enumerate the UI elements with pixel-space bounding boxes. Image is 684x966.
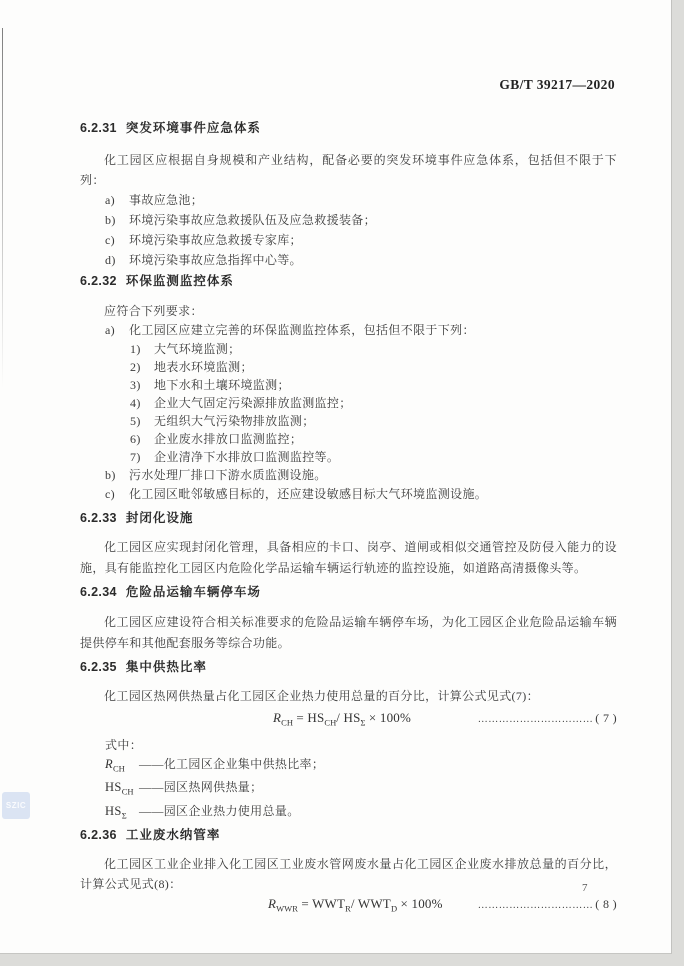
list-label: a) — [105, 193, 116, 207]
sublist-item — [130, 412, 617, 430]
formula-8-expression — [268, 894, 443, 919]
symbol-description: ——园区热网供热量； — [139, 780, 263, 795]
paragraph-6-2-36-intro: 化工园区工业企业排入化工园区工业废水管网废水量占化工园区企业废水排放总量的百分比，计算公式见式(8)： — [80, 857, 617, 892]
symbol-var: HS — [105, 803, 122, 818]
list-label: 7) — [130, 450, 141, 464]
page-number: 7 — [582, 882, 588, 894]
formula-subscript: WWR — [276, 903, 298, 914]
list-item — [105, 466, 617, 485]
section-id: 6.2.35 — [80, 660, 117, 674]
list-text: 无组织大气污染物排放监测； — [154, 414, 315, 428]
list-text: 事故应急池； — [129, 193, 204, 207]
list-item — [105, 230, 617, 250]
list-label: 1) — [130, 342, 141, 356]
formula-var: R — [273, 710, 282, 725]
paragraph-6-2-33: 化工园区应实现封闭化管理，具备相应的卡口、岗亭、道闸或相似交通管控及防侵入能力的设施，具有能监控化工园区内危险化学品运输车辆运行轨迹的监控设施，如道路高清摄像头等。 — [80, 540, 617, 575]
formula-subscript: Σ — [360, 717, 366, 728]
list-text: 环境污染事故应急救援队伍及应急救援装备； — [129, 213, 377, 227]
scan-edge-line — [2, 28, 3, 388]
formula-7 — [80, 708, 617, 733]
list-label: 6) — [130, 432, 141, 446]
list-text: 企业清净下水排放口监测监控等。 — [154, 450, 340, 464]
symbol — [105, 802, 139, 826]
watermark-badge — [2, 792, 30, 819]
symbol-subscript: CH — [113, 763, 125, 774]
sublist-item — [130, 340, 617, 358]
formula-subscript: D — [390, 903, 398, 914]
section-title: 集中供热比率 — [125, 660, 207, 674]
section-heading-6-2-34 — [80, 585, 617, 599]
list-item — [105, 250, 617, 270]
section-id: 6.2.34 — [80, 585, 117, 599]
section-title: 封闭化设施 — [125, 511, 194, 525]
list-text: 污水处理厂排口下游水质监测设施。 — [129, 468, 327, 482]
section-id: 6.2.33 — [80, 511, 117, 525]
section-id: 6.2.36 — [80, 828, 117, 843]
leader-dots: …………………………… — [477, 900, 594, 912]
symbol-subscript: Σ — [121, 810, 127, 821]
section-title: 环保监测监控体系 — [125, 274, 234, 288]
list-text: 大气环境监测； — [154, 342, 241, 356]
where-label: 式中： — [105, 737, 143, 752]
list-text: 环境污染事故应急救援专家库； — [129, 233, 302, 247]
list-text: 化工园区应建立完善的环保监测监控体系，包括但不限于下列： — [129, 323, 475, 337]
formula-var: R — [268, 896, 277, 912]
list-label: b) — [105, 213, 116, 227]
symbol-subscript: CH — [121, 786, 134, 797]
sublist-item — [130, 448, 617, 466]
sublist-item — [130, 430, 617, 448]
formula-subscript: R — [345, 903, 351, 914]
formula-part: / WWT — [350, 896, 391, 912]
paragraph-6-2-34: 化工园区应建设符合相关标准要求的危险品运输车辆停车场，为化工园区企业危险品运输车辆提供停车和其他配套服务等综合功能。 — [80, 615, 617, 650]
page-content — [80, 0, 617, 919]
paragraph-6-2-31-intro: 化工园区应根据自身规模和产业结构，配备必要的突发环境事件应急体系，包括但不限于下列： — [80, 153, 617, 187]
list-label: b) — [105, 468, 116, 482]
list-item — [105, 485, 617, 504]
list-item — [105, 210, 617, 230]
section-heading-6-2-36 — [80, 828, 617, 842]
section-heading-6-2-35 — [80, 660, 617, 674]
list-item — [105, 321, 617, 340]
equation-reference — [478, 708, 617, 730]
symbol-description: ——化工园区企业集中供热比率； — [139, 756, 325, 771]
formula-8 — [80, 894, 617, 919]
section-title: 危险品运输车辆停车场 — [125, 585, 261, 599]
list-text: 企业废水排放口监测监控； — [154, 432, 303, 446]
section-title: 突发环境事件应急体系 — [125, 121, 261, 135]
formula-part: × 100% — [365, 710, 412, 725]
list-text: 地表水环境监测； — [154, 360, 253, 374]
section-heading-6-2-33 — [80, 511, 617, 525]
symbol-var: HS — [105, 780, 122, 795]
formula-part: = WWT — [297, 896, 346, 912]
paragraph-6-2-35-intro: 化工园区热网供热量占化工园区企业热力使用总量的百分比，计算公式见式(7)： — [104, 689, 539, 703]
symbol-definition — [105, 755, 617, 779]
leader-dots: …………………………… — [477, 714, 594, 725]
formula-part: × 100% — [397, 896, 443, 912]
formula-7-expression — [273, 708, 411, 733]
list-item — [105, 190, 617, 210]
formula-subscript: CH — [324, 717, 337, 728]
list-text: 地下水和土壤环境监测； — [154, 378, 290, 392]
list-label: c) — [105, 233, 116, 247]
list-text: 环境污染事故应急指挥中心等。 — [129, 253, 302, 267]
list-label: a) — [105, 323, 116, 337]
list-label: 5) — [130, 414, 141, 428]
equation-number: ( 7 ) — [595, 711, 617, 725]
list-text: 化工园区毗邻敏感目标的，还应建设敏感目标大气环境监测设施。 — [129, 487, 488, 501]
sublist-item — [130, 394, 617, 412]
section-id: 6.2.32 — [80, 274, 117, 288]
formula-subscript: CH — [281, 717, 293, 728]
section-title: 工业废水纳管率 — [125, 828, 221, 843]
list-label: 3) — [130, 378, 141, 392]
sublist-item — [130, 358, 617, 376]
symbol — [105, 778, 139, 802]
list-label: 4) — [130, 396, 141, 410]
symbol-var: R — [105, 756, 113, 771]
sublist-item — [130, 376, 617, 394]
section-heading-6-2-31 — [80, 121, 617, 135]
equation-reference — [478, 894, 617, 916]
symbol-definition — [105, 802, 617, 826]
section-id: 6.2.31 — [80, 121, 117, 135]
doc-number: GB/T 39217—2020 — [499, 77, 615, 92]
list-label: d) — [105, 253, 116, 267]
list-text: 企业大气固定污染源排放监测监控； — [154, 396, 352, 410]
section-heading-6-2-32 — [80, 274, 617, 288]
formula-part: / HS — [336, 710, 361, 725]
equation-number: ( 8 ) — [595, 897, 617, 912]
list-label: 2) — [130, 360, 141, 374]
symbol-description: ——园区企业热力使用总量。 — [139, 803, 300, 818]
symbol — [105, 755, 139, 779]
formula-part: = HS — [292, 710, 325, 725]
symbol-definition — [105, 778, 617, 802]
paragraph-6-2-32-intro: 应符合下列要求： — [104, 304, 203, 318]
list-label: c) — [105, 487, 116, 501]
watermark-label: SZIC — [5, 801, 27, 810]
